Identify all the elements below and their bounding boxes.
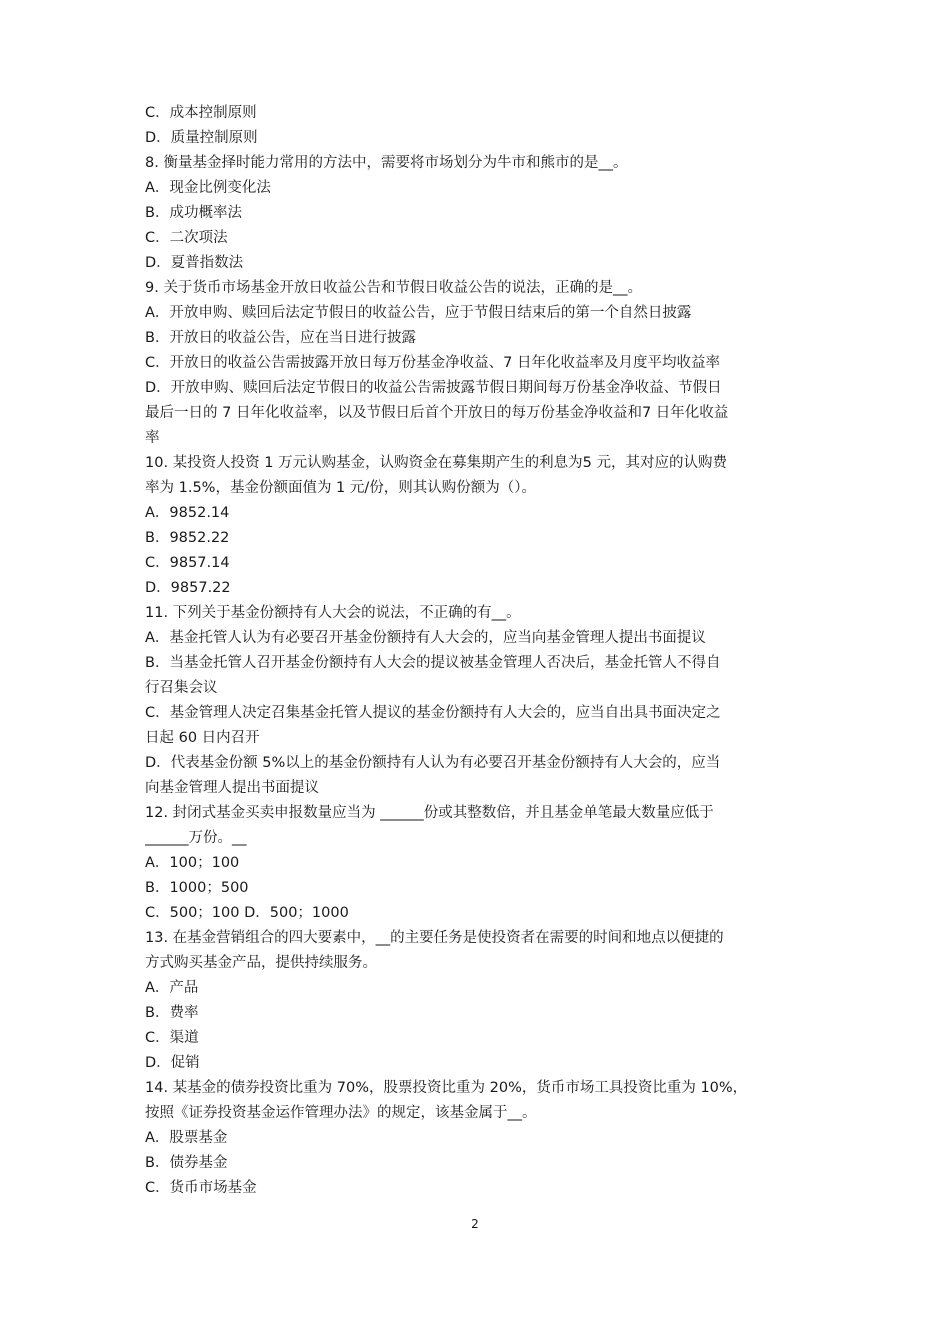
text-line: C．开放日的收益公告需披露开放日每万份基金净收益、7 日年化收益率及月度平均收益率 — [145, 355, 720, 371]
text-line: 14. 某基金的债券投资比重为 70%，股票投资比重为 20%，货币市场工具投资比重为 10%， — [145, 1080, 748, 1096]
text-line: C．9857.14 — [145, 555, 230, 571]
text-line: 12. 封闭式基金买卖申报数量应当为 ______份或其整数倍，并且基金单笔最大数量应低于 — [145, 805, 714, 821]
text-line: D．促销 — [145, 1055, 200, 1071]
text-line: C．成本控制原则 — [145, 105, 257, 121]
text-line: 9. 关于货币市场基金开放日收益公告和节假日收益公告的说法，正确的是__。 — [145, 280, 642, 296]
text-line: B．费率 — [145, 1005, 199, 1021]
text-line: A．基金托管人认为有必要召开基金份额持有人大会的，应当向基金管理人提出书面提议 — [145, 630, 706, 646]
text-line: 率 — [145, 430, 160, 446]
text-line: B．9852.22 — [145, 530, 230, 546]
text-line: 10. 某投资人投资 1 万元认购基金，认购资金在募集期产生的利息为5 元，其对应的认购费 — [145, 455, 727, 471]
text-line: 行召集会议 — [145, 680, 218, 696]
text-line: B．成功概率法 — [145, 205, 242, 221]
text-line: 率为 1.5%，基金份额面值为 1 元/份，则其认购份额为（）。 — [145, 480, 537, 496]
text-line: 8. 衡量基金择时能力常用的方法中，需要将市场划分为牛市和熊市的是__。 — [145, 155, 628, 171]
text-line: 日起 60 日内召开 — [145, 730, 260, 746]
text-line: A．产品 — [145, 980, 199, 996]
text-line: D．9857.22 — [145, 580, 231, 596]
text-line: 方式购买基金产品，提供持续服务。 — [145, 955, 377, 971]
text-line: D．夏普指数法 — [145, 255, 244, 271]
text-line: D．代表基金份额 5%以上的基金份额持有人认为有必要召开基金份额持有人大会的，应当 — [145, 755, 721, 771]
text-line: B．债券基金 — [145, 1155, 228, 1171]
text-line: B．开放日的收益公告，应在当日进行披露 — [145, 330, 416, 346]
text-line: 最后一日的 7 日年化收益率，以及节假日后首个开放日的每万份基金净收益和7 日年化收益 — [145, 405, 729, 421]
text-line: A．股票基金 — [145, 1130, 228, 1146]
text-line: B．1000；500 — [145, 880, 249, 896]
text-line: 向基金管理人提出书面提议 — [145, 780, 319, 796]
text-line: 11. 下列关于基金份额持有人大会的说法，不正确的有__。 — [145, 605, 521, 621]
page-number: 2 — [471, 1217, 479, 1231]
text-line: D．质量控制原则 — [145, 130, 258, 146]
text-line: 按照《证券投资基金运作管理办法》的规定，该基金属于__。 — [145, 1105, 537, 1121]
text-line: 13. 在基金营销组合的四大要素中，__的主要任务是使投资者在需要的时间和地点以便捷的 — [145, 930, 724, 946]
text-line: C．货币市场基金 — [145, 1180, 257, 1196]
text-line: C．基金管理人决定召集基金托管人提议的基金份额持有人大会的，应当自出具书面决定之 — [145, 705, 721, 721]
text-line: C．500；100 D．500；1000 — [145, 905, 349, 921]
text-line: A．9852.14 — [145, 505, 230, 521]
text-line: C．渠道 — [145, 1030, 199, 1046]
text-line: A．开放申购、赎回后法定节假日的收益公告，应于节假日结束后的第一个自然日披露 — [145, 305, 692, 321]
text-line: A．现金比例变化法 — [145, 180, 271, 196]
text-line: B．当基金托管人召开基金份额持有人大会的提议被基金管理人否决后，基金托管人不得自 — [145, 655, 721, 671]
text-line: ______万份。__ — [145, 830, 247, 846]
text-line: D．开放申购、赎回后法定节假日的收益公告需披露节假日期间每万份基金净收益、节假日 — [145, 380, 722, 396]
text-line: A．100；100 — [145, 855, 240, 871]
page-content — [145, 101, 813, 1201]
text-line: C．二次项法 — [145, 230, 228, 246]
